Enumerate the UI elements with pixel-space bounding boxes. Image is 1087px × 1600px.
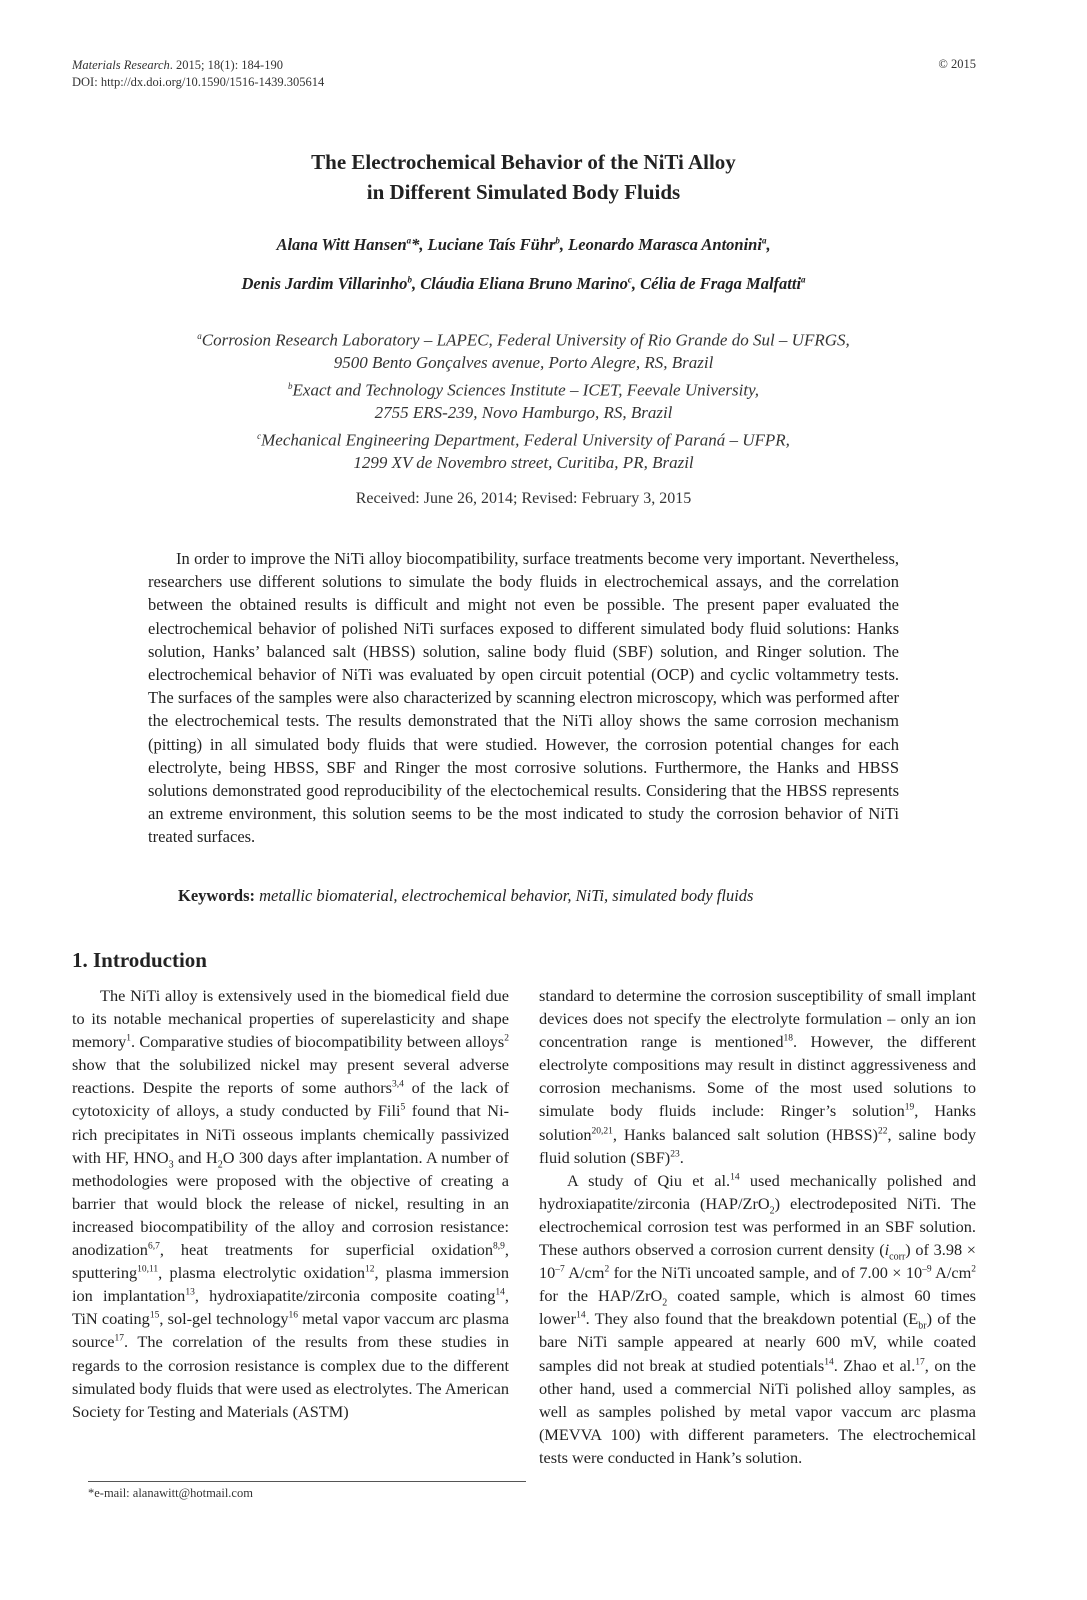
keywords-label: Keywords: — [178, 886, 255, 905]
intro-paragraph-1-continued: standard to determine the corrosion susceptibility of small implant devices does not specify the electrolyte formulation – only an ion concentration range is mentioned$^{18}$. However, the different electrolyte compositions may result in distinct aggressiveness and corrosion mechanisms. Some of the most used solutions to simulate body fluids include: Ringer’s solution$^{19}$, Hanks solution$^{20,21}$, Hanks balanced salt solution (HBSS)$^{22}$, saline body fluid solution (SBF)$^{23}$. — [539, 986, 977, 1167]
affiliation-line: $^b$Exact and Technology Sciences Institute – ICET, Feevale University, — [288, 380, 759, 400]
author-name: Denis Jardim Villarinho — [241, 274, 408, 293]
affiliation-address: 2755 ERS-239, Novo Hamburgo, RS, Brazil — [374, 403, 673, 423]
superscript-ref: 14 — [824, 1357, 834, 1368]
citation-details: . 2015; 18(1): 184-190 — [169, 58, 283, 72]
abstract: In order to improve the NiTi alloy biocompatibility, surface treatments become very important. Nevertheless, researchers use different solutions to simulate the body fluids in electrochemical assays, and the correlation between the obtained results is difficult and might not even be possible. The present paper evaluated the electrochemical behavior of polished NiTi surfaces exposed to different simulated body fluid solutions: Hanks solution, Hanks’ balanced salt (HBSS) solution, saline body fluid (SBF) solution, and Ringer solution. The electrochemical behavior of NiTi was evaluated by open circuit potential (OCP) and cyclic voltammetry tests. The surfaces of the samples were also characterized by scanning electron microscopy, which was performed after the electrochemical tests. The results demonstrated that the NiTi alloy shows the same corrosion mechanism (pitting) in all simulated body fluids that were studied. However, the corrosion potential changes for each electrolyte, being HBSS, SBF and Ringer the most corrosive solutions. Furthermore, the Hanks and HBSS solutions demonstrated good reproducibility of the electochemical results. Considering that the HBSS represents an extreme environment, this solution seems to be the most indicated to study the corrosion behavior of NiTi treated surfaces. — [148, 549, 899, 847]
title-line-2: in Different Simulated Body Fluids — [366, 180, 681, 204]
italic-symbol: i — [884, 1240, 890, 1260]
subscript: 2 — [662, 1297, 668, 1309]
subscript: corr — [889, 1251, 906, 1263]
superscript-ref: 3,4 — [392, 1079, 404, 1090]
superscript-ref: 12 — [365, 1264, 375, 1275]
body-column-right — [539, 984, 976, 1469]
subscript: 2 — [217, 1158, 223, 1170]
body-column-left — [72, 984, 509, 1423]
intro-paragraph-1: The NiTi alloy is extensively used in the biomedical field due to its notable mechanical properties of superelasticity and shape memory$^1$. Comparative studies of biocompatibility between alloys$^2$ show that the solubilized nickel may present several adverse reactions. Despite the reports of some authors$^{3,4}$ of the lack of cytotoxicity of alloys, a study conducted by Fili$^5$ found that Ni-rich precipitates in NiTi osseous implants chemically passivized with HF, $HNO_3$ and $H_2O$ 300 days after implantation. A number of methodologies were proposed with the objective of creating a barrier that would block the release of nickel, resulting in an increased biocompatibility of the alloy and corrosion resistance: anodization$^{6,7}$, heat treatments for superficial oxidation$^{8,9}$, sputtering$^{10,11}$, plasma electrolytic oxidation$^{12}$, plasma immersion ion implantation$^{13}$, hydroxiapatite/zirconia composite coating$^{14}$, TiN coating$^{15}$, sol-gel technology$^{16}$ metal vapor vaccum arc plasma source$^{17}$. The correlation of the results from these studies in regards to the corrosion resistance is complex due to the different simulated body fluids that were used as electrolytes. The American Society for Testing and Materials (ASTM) — [72, 986, 510, 1421]
author-affiliation-mark: b — [555, 235, 560, 246]
superscript-ref: 17 — [915, 1357, 925, 1368]
author-name: Luciane Taís Führ — [427, 235, 556, 254]
superscript-ref: 16 — [288, 1310, 298, 1321]
author-name: Leonardo Marasca Antonini — [568, 235, 762, 254]
author-affiliation-mark: a — [761, 235, 767, 246]
subscript: 2 — [769, 1205, 775, 1217]
journal-header — [72, 57, 324, 91]
author-name: Cláudia Eliana Bruno Marino — [420, 274, 628, 293]
superscript-ref: 15 — [149, 1310, 160, 1321]
affiliation-address: 1299 XV de Novembro street, Curitiba, PR, Brazil — [353, 452, 694, 472]
superscript-ref: 2 — [604, 1264, 610, 1275]
journal-name: Materials Research — [72, 58, 170, 72]
subscript: br — [918, 1320, 927, 1332]
affiliation-mark: c — [257, 430, 262, 441]
author-name: Célia de Fraga Malfatti — [640, 274, 802, 293]
superscript-ref: 1 — [126, 1033, 132, 1044]
superscript-ref: 17 — [114, 1333, 124, 1344]
author-name: Alana Witt Hansen — [276, 235, 407, 254]
superscript-ref: 22 — [877, 1126, 888, 1137]
affiliation-address: 9500 Bento Gonçalves avenue, Porto Alegre, RS, Brazil — [333, 353, 714, 373]
section-heading: 1. Introduction — [72, 948, 207, 972]
affiliation-line: $^a$Corrosion Research Laboratory – LAPEC, Federal University of Rio Grande do Sul – UFRGS, — [197, 330, 850, 350]
author-affiliation-mark: a — [801, 274, 806, 285]
superscript-ref: 18 — [783, 1033, 794, 1044]
superscript-ref: 5 — [400, 1103, 406, 1114]
keywords — [178, 886, 753, 906]
doi-line: DOI: http://dx.doi.org/10.1590/1516-1439.305614 — [72, 75, 325, 89]
superscript-ref: –7 — [555, 1264, 565, 1275]
superscript-ref: 19 — [904, 1103, 915, 1114]
superscript-ref: 2 — [971, 1264, 977, 1275]
superscript-ref: 6,7 — [147, 1241, 160, 1252]
footnote-rule — [88, 1481, 526, 1482]
affiliation-line: $^c$Mechanical Engineering Department, Federal University of Paraná – UFPR, — [257, 430, 790, 450]
copyright: © 2015 — [938, 57, 976, 71]
received-dates: Received: June 26, 2014; Revised: February 3, 2015 — [355, 490, 692, 507]
affiliation-mark: b — [288, 380, 293, 391]
superscript-ref: 13 — [185, 1287, 195, 1298]
subscript: 3 — [168, 1158, 174, 1170]
superscript-ref: 14 — [576, 1310, 586, 1321]
superscript-ref: 20,21 — [591, 1126, 613, 1137]
title-line-1: The Electrochemical Behavior of the NiTi Alloy — [311, 150, 736, 174]
author-affiliation-mark: c — [627, 274, 632, 285]
author-affiliation-mark: a — [406, 235, 412, 246]
author-affiliation-mark: b — [407, 274, 412, 285]
intro-paragraph-2: A study of Qiu et al.$^{14}$ used mechanically polished and hydroxiapatite/zirconia (HAP/ZrO$_2$) electrodeposited NiTi. The electrochemical corrosion test was performed in an SBF solution. These authors observed a corrosion current density $(i_{corr})$ of $3.98 \times 10^{-7}$ $A/cm^2$ for the NiTi uncoated sample, and of $7.00 \times 10^{-9}$ $A/cm^2$ for the HAP/ZrO$_2$ coated sample, which is almost 60 times lower$^{14}$. They also found that the breakdown potential $(E_{br})$ of the bare NiTi sample appeared at nearly 600 mV, while coated samples did not break at studied potentials$^{14}$. Zhao et al.$^{17}$, on the other hand, used a commercial NiTi polished alloy samples, as well as samples polished by metal vapor vaccum arc plasma (MEVVA 100) with different parameters. The electrochemical tests were conducted in Hank’s solution. — [539, 1170, 977, 1467]
corresponding-mark: * — [411, 235, 420, 254]
affiliation-mark: a — [197, 331, 202, 341]
superscript-ref: 10,11 — [137, 1264, 159, 1275]
superscript-ref: –9 — [922, 1264, 932, 1275]
author-list-line-2: Denis Jardim Villarinho$^b$, Cláudia Eliana Bruno Marino$^c$, Célia de Fraga Malfatti$^a$ — [241, 274, 806, 293]
superscript-ref: 23 — [670, 1149, 680, 1160]
paper-title — [0, 147, 1047, 207]
superscript-ref: 8,9 — [493, 1241, 505, 1252]
affiliations — [0, 325, 1047, 475]
superscript-ref: 14 — [495, 1287, 505, 1298]
corresponding-email: *e-mail: alanawitt@hotmail.com — [88, 1486, 253, 1500]
author-list-line-1: Alana Witt Hansen$^a$*, Luciane Taís Führ$^b$, Leonardo Marasca Antonini$^a$, — [276, 235, 771, 254]
superscript-ref: 14 — [730, 1172, 740, 1183]
citation-line — [72, 57, 324, 74]
superscript-ref: 2 — [504, 1033, 509, 1044]
keywords-text: metallic biomaterial, electrochemical behavior, NiTi, simulated body fluids — [259, 886, 754, 905]
